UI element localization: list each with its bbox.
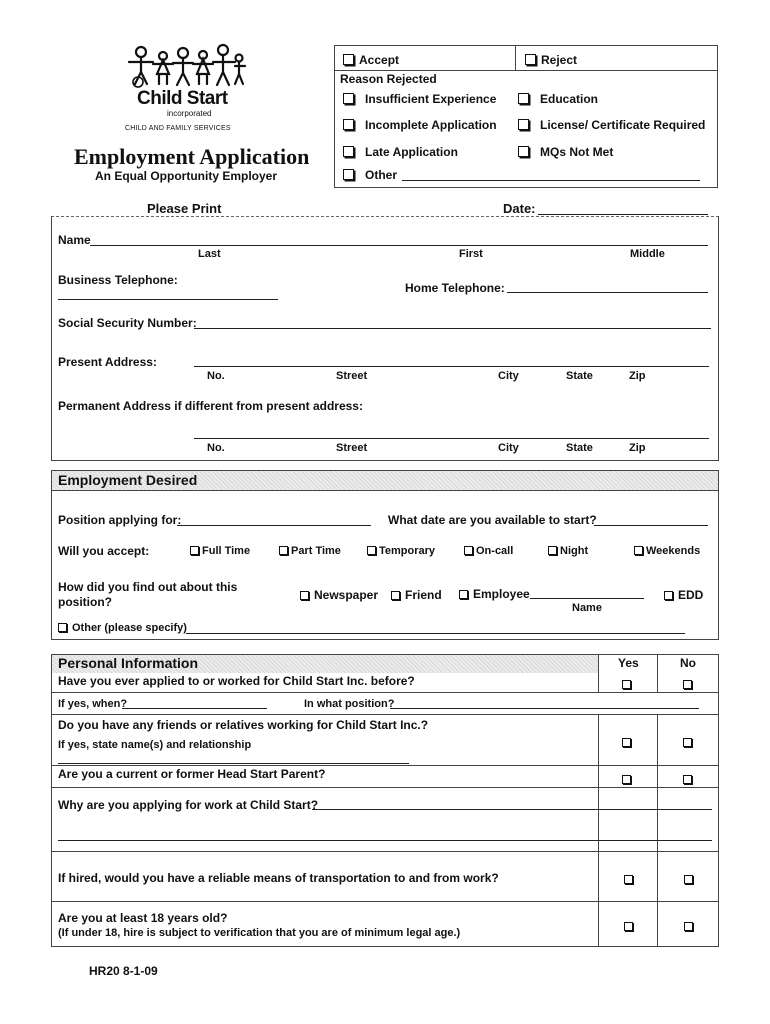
form-code: HR20 8-1-09 (89, 964, 158, 978)
reason-insufficient-experience[interactable]: Insufficient Experience (343, 92, 496, 106)
present-no-label: No. (207, 370, 225, 382)
full-time-checkbox[interactable]: Full Time (190, 545, 250, 557)
employment-header: Employment Desired (58, 472, 198, 488)
logo (125, 42, 250, 134)
part-time-checkbox[interactable]: Part Time (279, 545, 341, 557)
permanent-no-label: No. (207, 442, 225, 454)
night-checkbox[interactable]: Night (548, 545, 588, 557)
find-out-label: How did you find out about this position? (58, 580, 238, 609)
q5-label: If hired, would you have a reliable means of transportation to and from work? (58, 871, 499, 885)
name-label: Name (58, 233, 91, 247)
present-state-label: State (566, 370, 593, 382)
business-phone-field[interactable] (58, 299, 278, 300)
reason-other[interactable]: Other (343, 168, 397, 182)
newspaper-checkbox[interactable]: Newspaper (300, 588, 378, 602)
please-print-label: Please Print (147, 201, 222, 216)
yes-column-header: Yes (618, 656, 639, 670)
q4-field-1[interactable] (312, 809, 712, 810)
permanent-address-field[interactable] (194, 438, 709, 439)
logo-sub: incorporated (167, 109, 212, 118)
if-yes-when-field[interactable] (122, 708, 267, 709)
on-call-checkbox[interactable]: On-call (464, 545, 513, 557)
page-title: Employment Application (74, 144, 310, 169)
q1-yes-checkbox[interactable] (622, 677, 636, 691)
permanent-address-label: Permanent Address if different from present address: (58, 399, 363, 413)
ssn-field[interactable] (194, 328, 711, 329)
q1-label: Have you ever applied to or worked for Child Start Inc. before? (58, 674, 415, 688)
q6-sub-label: (If under 18, hire is subject to verification that you are of minimum legal age.) (58, 927, 461, 939)
temporary-checkbox[interactable]: Temporary (367, 545, 435, 557)
if-yes-when-label: If yes, when? (58, 698, 128, 710)
q5-yes-checkbox[interactable] (624, 872, 638, 886)
permanent-city-label: City (498, 442, 519, 454)
available-date-field[interactable] (594, 525, 708, 526)
reason-mqs-not-met[interactable]: MQs Not Met (518, 145, 613, 159)
present-address-field[interactable] (194, 366, 709, 367)
name-middle-label: Middle (630, 248, 665, 260)
q2-relationship-field[interactable] (58, 763, 409, 764)
other-source-field[interactable] (186, 633, 685, 634)
q2-sub-label: If yes, state name(s) and relationship (58, 739, 252, 751)
position-field[interactable] (177, 525, 371, 526)
logo-tagline: CHILD AND FAMILY SERVICES (125, 125, 231, 132)
edd-checkbox[interactable]: EDD (664, 588, 703, 602)
weekends-checkbox[interactable]: Weekends (634, 545, 700, 557)
ssn-label: Social Security Number: (58, 316, 197, 330)
q3-yes-checkbox[interactable] (622, 772, 636, 786)
name-last-label: Last (198, 248, 221, 260)
q1-no-checkbox[interactable] (683, 677, 697, 691)
permanent-street-label: Street (336, 442, 368, 454)
employee-checkbox[interactable]: Employee (459, 587, 530, 601)
page-subtitle: An Equal Opportunity Employer (95, 169, 278, 183)
in-position-label: In what position? (304, 698, 395, 710)
present-city-label: City (498, 370, 519, 382)
permanent-zip-label: Zip (629, 442, 646, 454)
children-logo-icon (125, 42, 250, 90)
date-field[interactable] (538, 214, 708, 215)
q2-no-checkbox[interactable] (683, 735, 697, 749)
home-phone-label: Home Telephone: (405, 281, 505, 295)
personal-header: Personal Information (58, 655, 199, 671)
reason-late-application[interactable]: Late Application (343, 145, 458, 159)
will-accept-label: Will you accept: (58, 544, 150, 558)
q6-label: Are you at least 18 years old? (58, 911, 228, 925)
reason-education[interactable]: Education (518, 92, 598, 106)
employee-name-label: Name (572, 602, 602, 614)
present-address-label: Present Address: (58, 355, 157, 369)
home-phone-field[interactable] (507, 292, 708, 293)
business-phone-label: Business Telephone: (58, 273, 178, 287)
no-column-header: No (680, 656, 696, 670)
date-label: Date: (503, 201, 536, 216)
present-street-label: Street (336, 370, 368, 382)
permanent-state-label: State (566, 442, 593, 454)
q2-yes-checkbox[interactable] (622, 735, 636, 749)
name-field[interactable] (90, 245, 708, 246)
applicant-info-box (51, 216, 719, 461)
accept-checkbox[interactable]: Accept (343, 53, 399, 67)
q6-yes-checkbox[interactable] (624, 919, 638, 933)
position-label: Position applying for: (58, 513, 182, 527)
employee-name-field[interactable] (530, 598, 644, 599)
q4-label: Why are you applying for work at Child Start? (58, 798, 319, 812)
q2-label: Do you have any friends or relatives working for Child Start Inc.? (58, 718, 429, 732)
reason-license-certificate[interactable]: License/ Certificate Required (518, 118, 705, 132)
name-first-label: First (459, 248, 483, 260)
q6-no-checkbox[interactable] (684, 919, 698, 933)
q4-field-2[interactable] (58, 840, 712, 841)
q5-no-checkbox[interactable] (684, 872, 698, 886)
q3-no-checkbox[interactable] (683, 772, 697, 786)
logo-name: Child Start (137, 88, 228, 109)
friend-checkbox[interactable]: Friend (391, 588, 442, 602)
present-zip-label: Zip (629, 370, 646, 382)
available-date-label: What date are you available to start? (388, 513, 597, 527)
in-position-field[interactable] (390, 708, 699, 709)
q3-label: Are you a current or former Head Start Parent? (58, 767, 326, 781)
reason-rejected-label: Reason Rejected (340, 72, 437, 86)
other-source-checkbox[interactable]: Other (please specify) (58, 622, 187, 634)
reject-checkbox[interactable]: Reject (525, 53, 577, 67)
reason-incomplete-application[interactable]: Incomplete Application (343, 118, 497, 132)
reason-other-field[interactable] (402, 180, 700, 181)
